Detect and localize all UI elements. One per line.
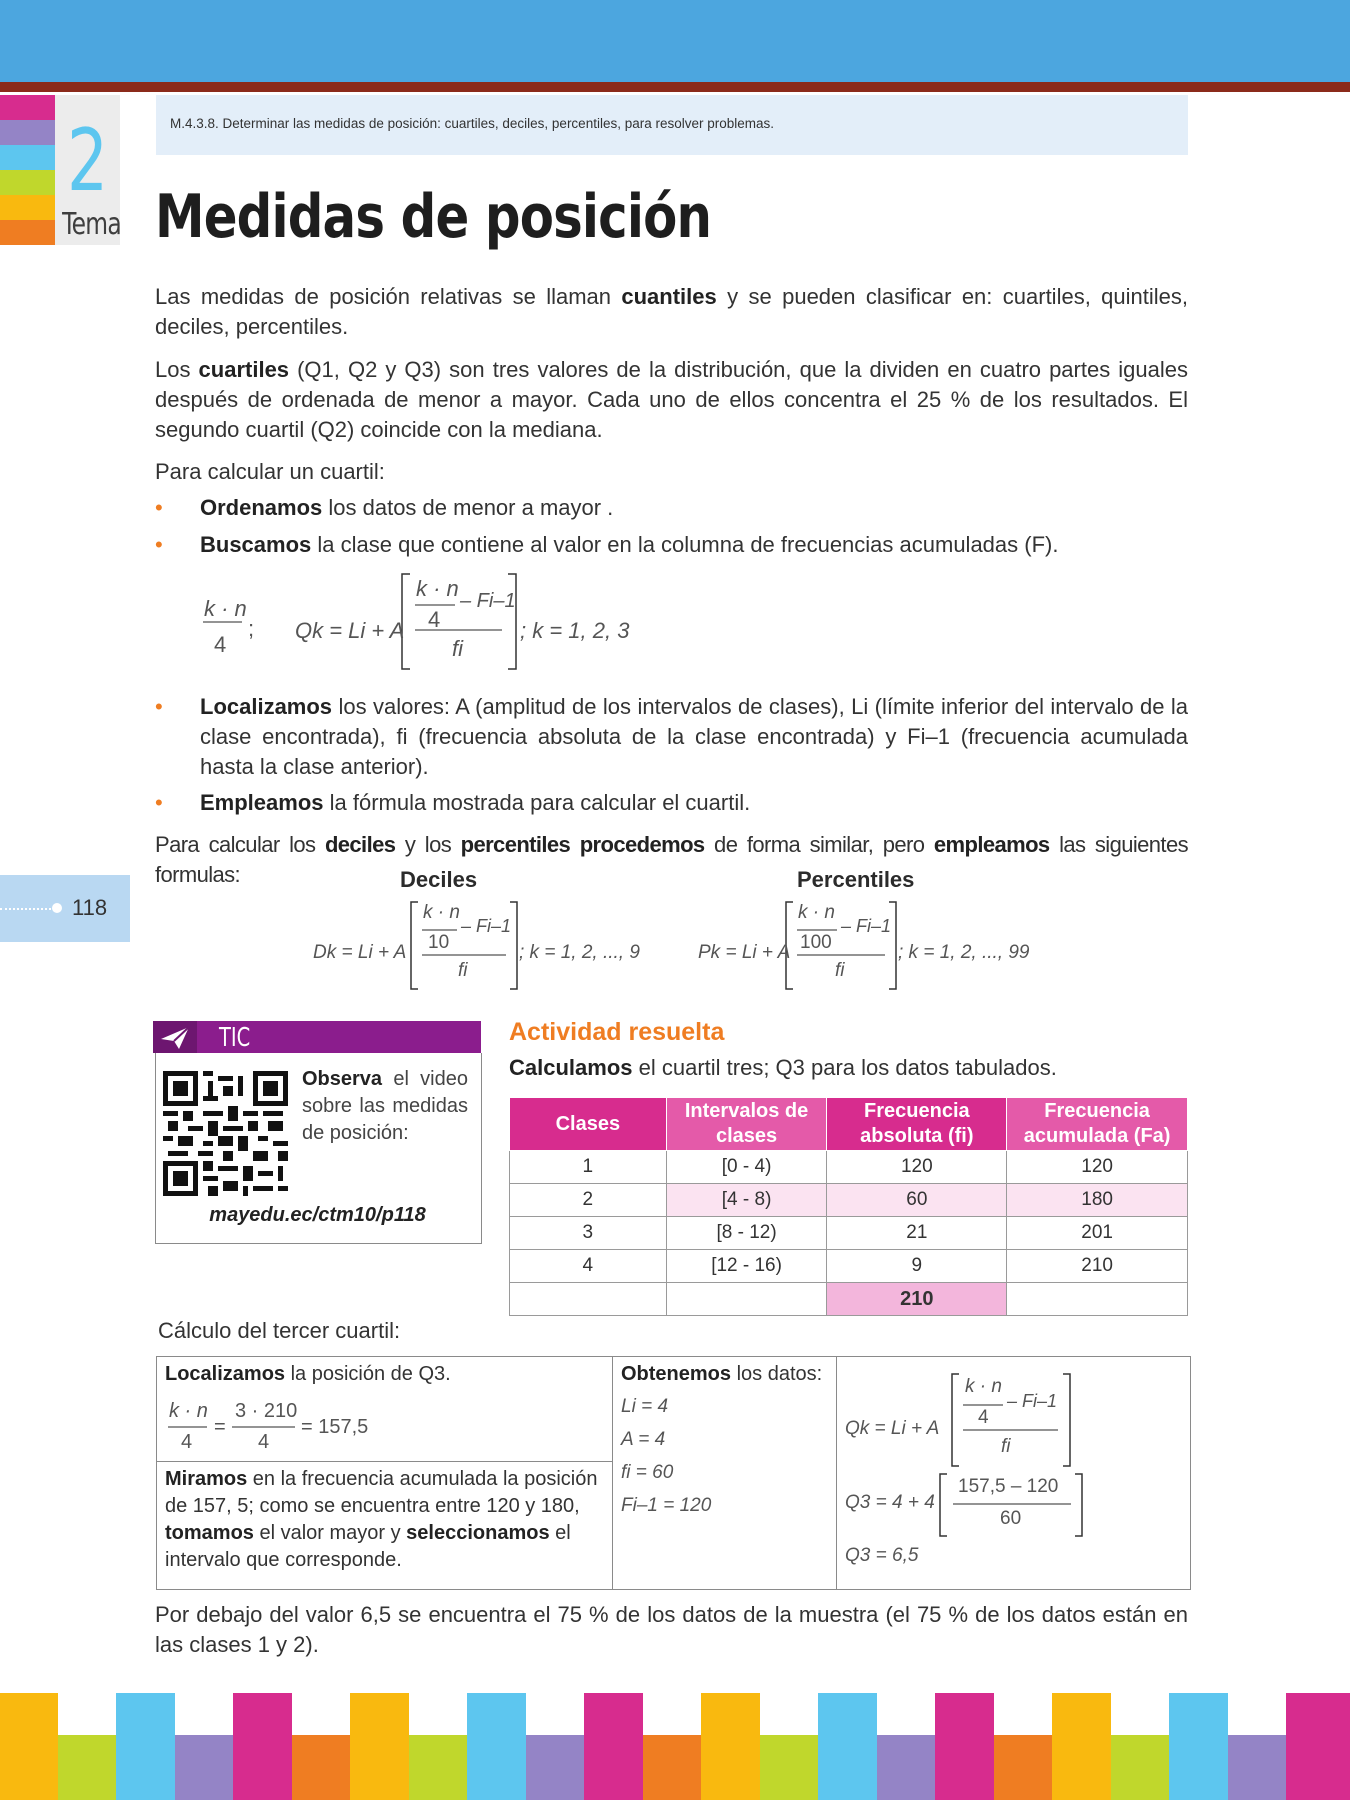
quartile-formula: k · n 4 ; Qk = Li + A k · n 4 – Fi–1 fi ; k = 1, 2, 3 <box>200 572 660 672</box>
data-values <box>621 1390 711 1522</box>
tic-description: Observa el video sobre las medidas de posición: <box>302 1068 468 1144</box>
list-item: • Empleamos la fórmula mostrada para calcular el cuartil. <box>155 790 751 815</box>
deciles-formula: Dk = Li + A k · n 10 – Fi–1 fi ; k = 1, 2, ..., 9 <box>313 900 653 992</box>
tema-number: 2 <box>66 111 109 211</box>
value-a: A = 4 <box>621 1429 666 1450</box>
q3-substitution: Q3 = 4 + 4 157,5 – 120 60 <box>843 1470 1183 1540</box>
table-row: 1 [0 - 4) 120 120 <box>510 1151 1188 1184</box>
position-formula: k · n 4 = 3 · 210 4 = 157,5 <box>169 1400 369 1453</box>
tic-header <box>153 1021 481 1053</box>
calc-step-3: Obtenemos los datos: <box>621 1363 823 1385</box>
value-li: Li = 4 <box>621 1396 669 1417</box>
calc-divider <box>156 1461 613 1462</box>
calc-step-1: Localizamos la posición de Q3. <box>165 1363 451 1385</box>
q3-result: Q3 = 6,5 <box>845 1545 919 1566</box>
top-accent-line <box>0 82 1350 92</box>
table-header-row <box>510 1098 1188 1151</box>
percentiles-formula: Pk = Li + A k · n 100 – Fi–1 fi ; k = 1, 2, ..., 99 <box>698 900 1038 992</box>
calc-title: Cálculo del tercer cuartil: <box>158 1318 401 1343</box>
calc-divider <box>836 1356 837 1590</box>
table-header: Frecuencia absoluta (fi) <box>827 1098 1007 1151</box>
list-item: • Localizamos los valores: A (amplitud de los intervalos de clases), Li (límite inferior del intervalo de la clase encontrada), fi (frecuencia absoluta de la clase encontrada) y Fi–1 (frecuencia acumulada hasta la clase anterior). <box>155 694 1188 779</box>
frequency-table <box>509 1097 1188 1316</box>
tema-label: Tema <box>62 207 121 242</box>
deciles-title: Deciles <box>400 867 478 892</box>
list-item: • Ordenamos los datos de menor a mayor . <box>155 495 614 520</box>
table-total: 210 <box>827 1283 1007 1316</box>
activity-title: Actividad resuelta <box>509 1018 725 1046</box>
color-stripes <box>0 95 55 245</box>
page-number-tab <box>0 875 130 942</box>
top-color-bar <box>0 0 1350 82</box>
tic-label: TIC <box>219 1023 251 1053</box>
activity-subtitle: Calculamos el cuartil tres; Q3 para los datos tabulados. <box>509 1055 1057 1080</box>
send-icon <box>153 1021 197 1053</box>
calc-step-2: Miramos en la frecuencia acumulada la posición de 157, 5; como se encuentra entre 120 y 180, tomamos el valor mayor y seleccionamos el intervalo que corresponde. <box>165 1468 598 1571</box>
skill-code: M.4.3.8. Determinar las medidas de posición: cuartiles, deciles, percentiles, para resolver problemas. <box>170 116 775 131</box>
tic-link[interactable]: mayedu.ec/ctm10/p118 <box>209 1204 426 1226</box>
page-number: 118 <box>72 895 108 920</box>
value-fi: fi = 60 <box>621 1462 674 1483</box>
table-header: Clases <box>510 1098 667 1151</box>
table-row: 3 [8 - 12) 21 201 <box>510 1217 1188 1250</box>
table-total-row <box>510 1283 1188 1316</box>
intro-paragraph-3: Para calcular un cuartil: <box>155 459 385 484</box>
table-header: Frecuencia acumulada (Fa) <box>1007 1098 1188 1151</box>
q3-general-formula: Qk = Li + A k · n 4 – Fi–1 fi <box>843 1370 1183 1470</box>
intro-paragraph-1: Las medidas de posición relativas se llaman cuantiles y se pueden clasificar en: cuartiles, quintiles, deciles, percentiles. <box>155 284 1189 339</box>
skill-banner <box>156 95 1188 155</box>
intro-paragraph-2: Los cuartiles (Q1, Q2 y Q3) son tres valores de la distribución, que la dividen en cuatro partes iguales después de ordenada de menor a mayor. Cada uno de ellos concentra el 25 % de los resultados. El segundo cuartil (Q2) coincide con la mediana. <box>155 357 1188 442</box>
table-row: 2 [4 - 8) 60 180 <box>510 1184 1188 1217</box>
value-fi-1: Fi–1 = 120 <box>621 1495 712 1516</box>
page-title: Medidas de posición <box>155 182 712 252</box>
table-row: 4 [12 - 16) 9 210 <box>510 1250 1188 1283</box>
list-item: • Buscamos la clase que contiene al valor en la columna de frecuencias acumuladas (F). <box>155 532 1059 557</box>
calc-divider <box>612 1356 613 1590</box>
qr-code-icon[interactable] <box>163 1071 288 1196</box>
deciles-percentiles-intro: Para calcular los deciles y los percentiles procedemos de forma similar, pero empleamos las siguientes formulas: <box>155 832 1188 887</box>
conclusion: Por debajo del valor 6,5 se encuentra el 75 % de los datos de la muestra (el 75 % de los datos están en las clases 1 y 2). <box>155 1602 1188 1657</box>
percentiles-title: Percentiles <box>797 867 915 892</box>
footer-color-bars <box>0 1693 1350 1800</box>
table-header: Intervalos de clases <box>666 1098 827 1151</box>
